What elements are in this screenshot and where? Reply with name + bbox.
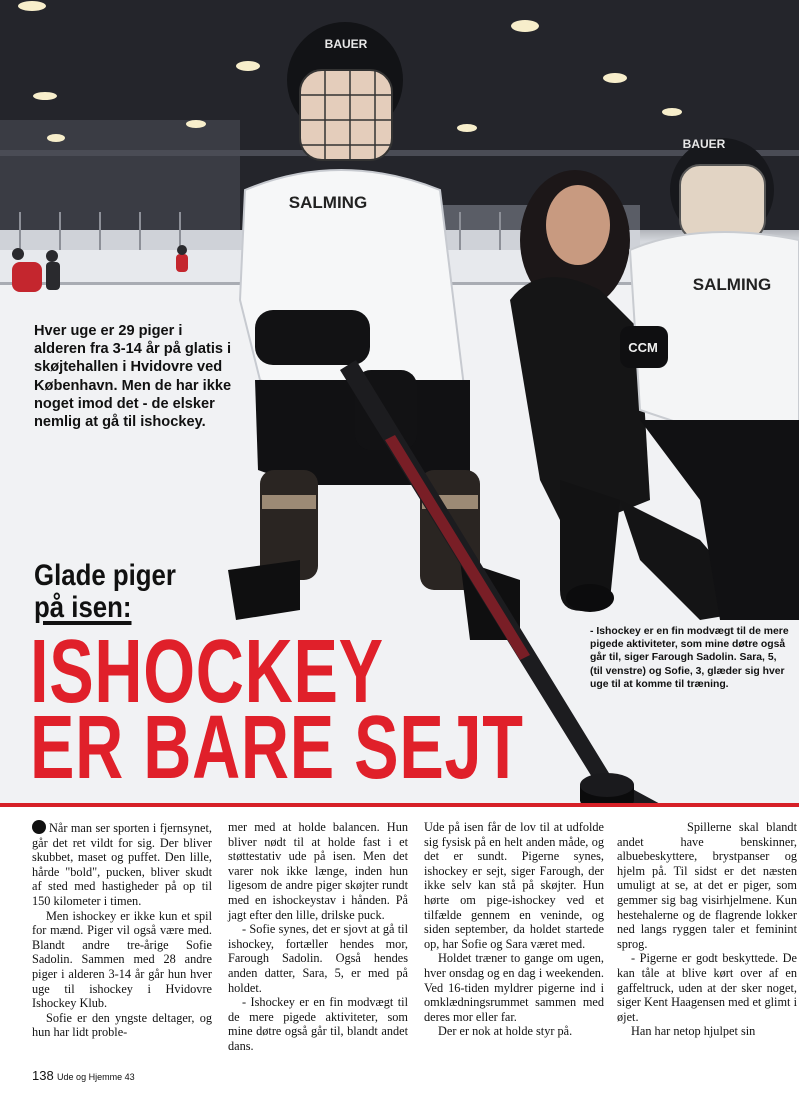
- jersey-logo-text-2: SALMING: [692, 275, 772, 294]
- helmet-logo-text: BAUER: [324, 37, 368, 51]
- column-paragraph: Han har netop hjulpet sin: [631, 1024, 756, 1039]
- text-column-1: [32, 820, 212, 1040]
- text-column-3: [424, 820, 604, 1039]
- helmet-logo-text-2: BAUER: [682, 137, 726, 151]
- column-paragraph: Spillerne skal blandt andet have benskinner, albuebeskyttere, brystpanser og hjelm på. Til sidst er det næsten umuligt at se, at det er piger, som gemmer sig bag visirhjelmene. Kun hestehalerne og de flagrende lokker ned langs ryggen taler et feminint sprog.: [617, 820, 797, 951]
- magazine-name: Ude og Hjemme 43: [57, 1072, 135, 1082]
- lead-paragraph: Hver uge er 29 piger i alderen fra 3-14 år på glatis i skøjtehallen i Hvidovre ved København. Men de har ikke noget imod det - de elsker nemlig at gå til ishockey.: [34, 323, 232, 431]
- column-paragraph: Ude på isen får de lov til at udfolde sig fysisk på en helt anden måde, og det er sundt. Pigerne synes, ishockey er sejt, siger Farough, der ikke selv kan stå på skøjter. Hun hørte om pige-ishockey ved et tilfælde gennem en veninde, og siden september, da holdet startede op, har Sofie og Sara været med.: [424, 820, 604, 951]
- headline-line-1: ISHOCKEY: [30, 622, 384, 722]
- photo-caption: - Ishockey er en fin modvægt til de mere pigede aktiviteter, som mine døtre også går til, siger Farough Sadolin. Sara, 5, (til venstre) og Sofie, 3, glæder sig hver uge til at komme til træning.: [590, 626, 789, 690]
- headline: [30, 622, 524, 798]
- column-paragraph: Men ishockey er ikke kun et spil for mænd. Piger vil også være med. Blandt andre tre-årige Sofie Sadolin. Sammen med 28 andre piger i alderen 3-14 år går hun hver uge til ishockey i Hvidovre Ishockey Klub.: [32, 908, 212, 1011]
- column-paragraph: - Pigerne er godt beskyttede. De kan tåle at blive kørt over af en gaffeltruck, uden at der sker noget, siger Kent Haagensen med et glimt i øjet.: [617, 951, 797, 1024]
- glove-logo-text: CCM: [628, 340, 658, 355]
- text-column-2: [228, 820, 408, 1054]
- column-paragraph: - Sofie synes, det er sjovt at gå til ishockey, fortæller hendes mor, Farough Sadolin. Også hendes anden datter, Sara, 5, er med på holdet.: [228, 922, 408, 995]
- divider-rule: [0, 803, 799, 807]
- jersey-logo-text: SALMING: [288, 193, 368, 212]
- headline-line-2: ER BARE SEJT: [30, 698, 524, 798]
- kicker-line-1: Glade piger: [34, 559, 176, 592]
- column-paragraph: mer med at holde balancen. Hun bliver nødt til at holde fast i et støttestativ ude på isen. Men det varer nok ikke længe, inden hun ligesom de andre piger skøjter rundt med en ishockeystav i hånden. På jagt efter den lille, drilske puck.: [228, 820, 408, 922]
- bullet-icon: [32, 820, 46, 834]
- paragraph-text: Når man ser sporten i fjernsynet, går det ret vildt for sig. Der bliver skubbet, maset og puffet. Den lille, hårde "bold", pucken, bliver skudt af sted med hastigheder på op til 150 kilometer i timen.: [32, 821, 212, 908]
- column-paragraph: Der er nok at holde styr på.: [438, 1024, 573, 1039]
- column-paragraph: Holdet træner to gange om ugen, hver onsdag og en dag i weekenden. Ved 16-tiden myldrer pigerne ind i omklædningsrummet sammen med deres mor eller far.: [424, 951, 604, 1024]
- text-column-4: [617, 820, 797, 1039]
- column-paragraph: Sofie er den yngste deltager, og hun har lidt proble-: [32, 1010, 212, 1040]
- column-paragraph: [32, 820, 212, 909]
- page-footer: [32, 1068, 135, 1083]
- column-paragraph: - Ishockey er en fin modvægt til de mere pigede aktiviteter, som mine døtre også går til, blandt andet dans.: [228, 995, 408, 1053]
- kicker: [34, 560, 176, 624]
- page-number: 138: [32, 1068, 54, 1083]
- kicker-line-2: på isen:: [34, 591, 132, 624]
